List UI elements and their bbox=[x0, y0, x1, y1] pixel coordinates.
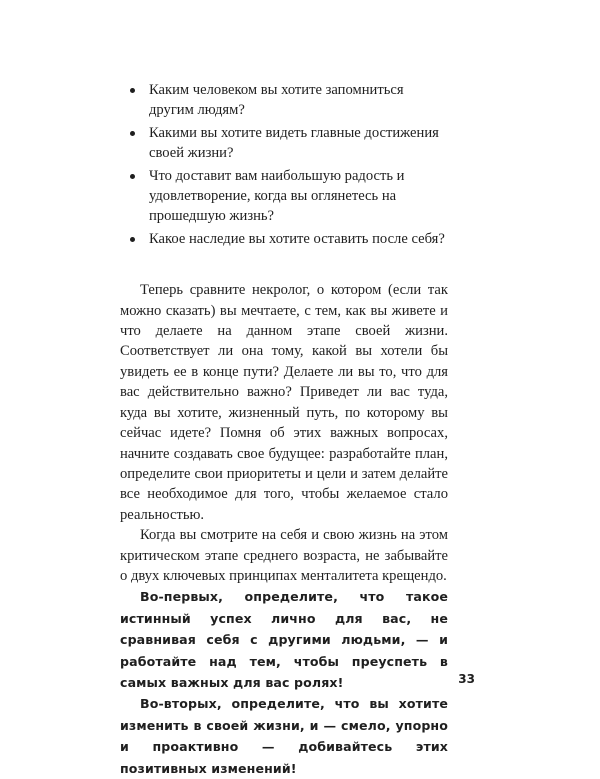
list-item bbox=[120, 166, 448, 227]
bullet-icon bbox=[130, 131, 135, 136]
emphasis-paragraph: Во-первых, определите, что такое истинный успех лично для вас, не сравнивая себя с другими людьми, — и работайте над тем, чтобы преуспеть в самых важных для вас ролях! bbox=[120, 589, 448, 690]
list-item bbox=[120, 229, 448, 249]
list-item bbox=[120, 123, 448, 164]
bullet-icon bbox=[130, 174, 135, 179]
bullet-icon bbox=[130, 237, 135, 242]
question-text: Какими вы хотите видеть главные достижения своей жизни? bbox=[149, 124, 439, 162]
question-text: Каким человеком вы хотите запомниться другим людям? bbox=[149, 82, 404, 119]
body-paragraph: Когда вы смотрите на себя и свою жизнь на этом критическом этапе среднего возраста, не забывайте о двух ключевых принципах менталитета крещендо. bbox=[120, 527, 448, 584]
page-number: 33 bbox=[458, 672, 475, 686]
list-item bbox=[120, 80, 448, 121]
question-list bbox=[120, 80, 448, 249]
bullet-icon bbox=[130, 88, 135, 93]
body-paragraph: Теперь сравните некролог, о котором (если так можно сказать) вы мечтаете, с тем, как вы живете и что делаете на данном этапе своей жизни. Соответствует ли она тому, какой вы хотели бы увидеть ее в конце пути? Делаете ли вы то, что для вас действительно важно? Приведет ли вас туда, куда вы хотите, жизненный путь, по которому вы сейчас идете? Помня об этих важных вопросах, начните создавать свое будущее: разработайте план, определите свои приоритеты и цели и затем делайте все необходимое для того, чтобы желаемое стало реальностью. bbox=[120, 282, 448, 523]
page-body bbox=[120, 80, 448, 779]
emphasis-paragraph: Во-вторых, определите, что вы хотите изменить в своей жизни, и — смело, упорно и проактивно — добивайтесь этих позитивных изменений! bbox=[120, 696, 448, 776]
question-text: Какое наследие вы хотите оставить после себя? bbox=[149, 230, 445, 247]
question-text: Что доставит вам наибольшую радость и удовлетворение, когда вы оглянетесь на прошедшую жизнь? bbox=[149, 167, 405, 225]
